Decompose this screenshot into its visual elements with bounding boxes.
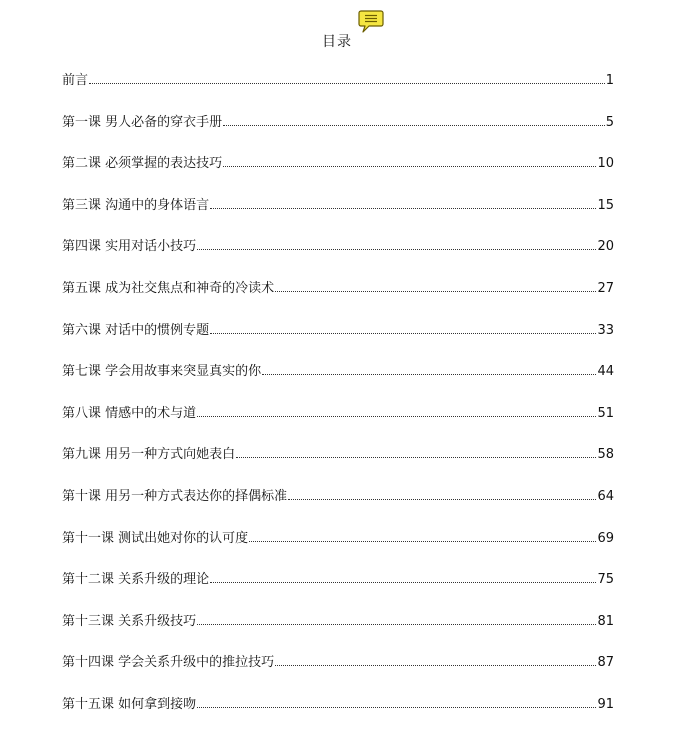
toc-entry-page-number: 5: [605, 114, 614, 130]
table-of-contents: [62, 70, 614, 736]
toc-title-wrap: [0, 31, 674, 53]
toc-entry[interactable]: [62, 361, 614, 403]
toc-dot-leader: [197, 624, 596, 625]
toc-dot-leader: [275, 665, 596, 666]
toc-entry-page-number: 10: [597, 156, 614, 172]
toc-entry[interactable]: [62, 486, 614, 528]
toc-entry[interactable]: [62, 694, 614, 736]
toc-dot-leader: [210, 208, 596, 209]
toc-entry[interactable]: [62, 444, 614, 486]
toc-entry-label: 前言: [62, 73, 89, 88]
toc-entry-page-number: 91: [597, 696, 614, 712]
toc-entry-label: 第一课 男人必备的穿衣手册: [62, 114, 223, 130]
toc-entry-label: 第五课 成为社交焦点和神奇的冷读术: [62, 280, 275, 296]
toc-entry[interactable]: [62, 112, 614, 154]
toc-entry-label: 第十一课 测试出她对你的认可度: [62, 530, 249, 546]
toc-dot-leader: [197, 707, 596, 708]
toc-entry-label: 第十四课 学会关系升级中的推拉技巧: [62, 655, 275, 671]
toc-entry[interactable]: [62, 528, 614, 570]
toc-dot-leader: [275, 291, 596, 292]
toc-entry-page-number: 69: [597, 530, 614, 546]
toc-entry[interactable]: [62, 569, 614, 611]
toc-entry[interactable]: [62, 70, 614, 112]
toc-entry-page-number: 64: [597, 488, 614, 504]
toc-entry-label: 第十二课 关系升级的理论: [62, 572, 210, 588]
toc-entry-label: 第三课 沟通中的身体语言: [62, 197, 210, 213]
toc-dot-leader: [236, 457, 596, 458]
toc-entry-page-number: 51: [597, 405, 614, 421]
toc-entry-page-number: 27: [597, 280, 614, 296]
toc-entry-label: 第四课 实用对话小技巧: [62, 239, 197, 255]
toc-entry-label: 第十三课 关系升级技巧: [62, 613, 197, 629]
toc-dot-leader: [197, 416, 596, 417]
toc-entry[interactable]: [62, 652, 614, 694]
toc-dot-leader: [197, 249, 596, 250]
toc-entry-page-number: 44: [597, 364, 614, 380]
toc-entry-page-number: 58: [597, 447, 614, 463]
toc-dot-leader: [262, 374, 596, 375]
toc-entry[interactable]: [62, 278, 614, 320]
toc-entry-label: 第九课 用另一种方式向她表白: [62, 447, 236, 463]
toc-entry[interactable]: [62, 195, 614, 237]
toc-dot-leader: [210, 333, 596, 334]
toc-entry[interactable]: [62, 611, 614, 653]
toc-entry[interactable]: [62, 153, 614, 195]
toc-entry-label: 第十课 用另一种方式表达你的择偶标准: [62, 488, 288, 504]
toc-entry-page-number: 75: [597, 572, 614, 588]
comment-icon[interactable]: [358, 9, 384, 35]
toc-entry-page-number: 81: [597, 613, 614, 629]
toc-entry-page-number: 20: [597, 239, 614, 255]
toc-entry-page-number: 87: [597, 655, 614, 671]
toc-entry-page-number: 15: [597, 197, 614, 213]
toc-dot-leader: [223, 166, 596, 167]
toc-entry-label: 第十五课 如何拿到接吻: [62, 696, 197, 712]
toc-dot-leader: [210, 582, 596, 583]
toc-dot-leader: [249, 541, 596, 542]
toc-entry[interactable]: [62, 236, 614, 278]
toc-entry-label: 第六课 对话中的惯例专题: [62, 322, 210, 338]
toc-entry-label: 第八课 情感中的术与道: [62, 405, 197, 421]
toc-dot-leader: [288, 499, 596, 500]
toc-dot-leader: [89, 83, 605, 84]
toc-entry[interactable]: [62, 320, 614, 362]
toc-entry[interactable]: [62, 403, 614, 445]
toc-entry-page-number: 1: [605, 73, 614, 88]
toc-entry-page-number: 33: [597, 322, 614, 338]
toc-dot-leader: [223, 125, 605, 126]
toc-title: 目录: [322, 34, 352, 50]
toc-entry-label: 第二课 必须掌握的表达技巧: [62, 156, 223, 172]
toc-entry-label: 第七课 学会用故事来突显真实的你: [62, 364, 262, 380]
